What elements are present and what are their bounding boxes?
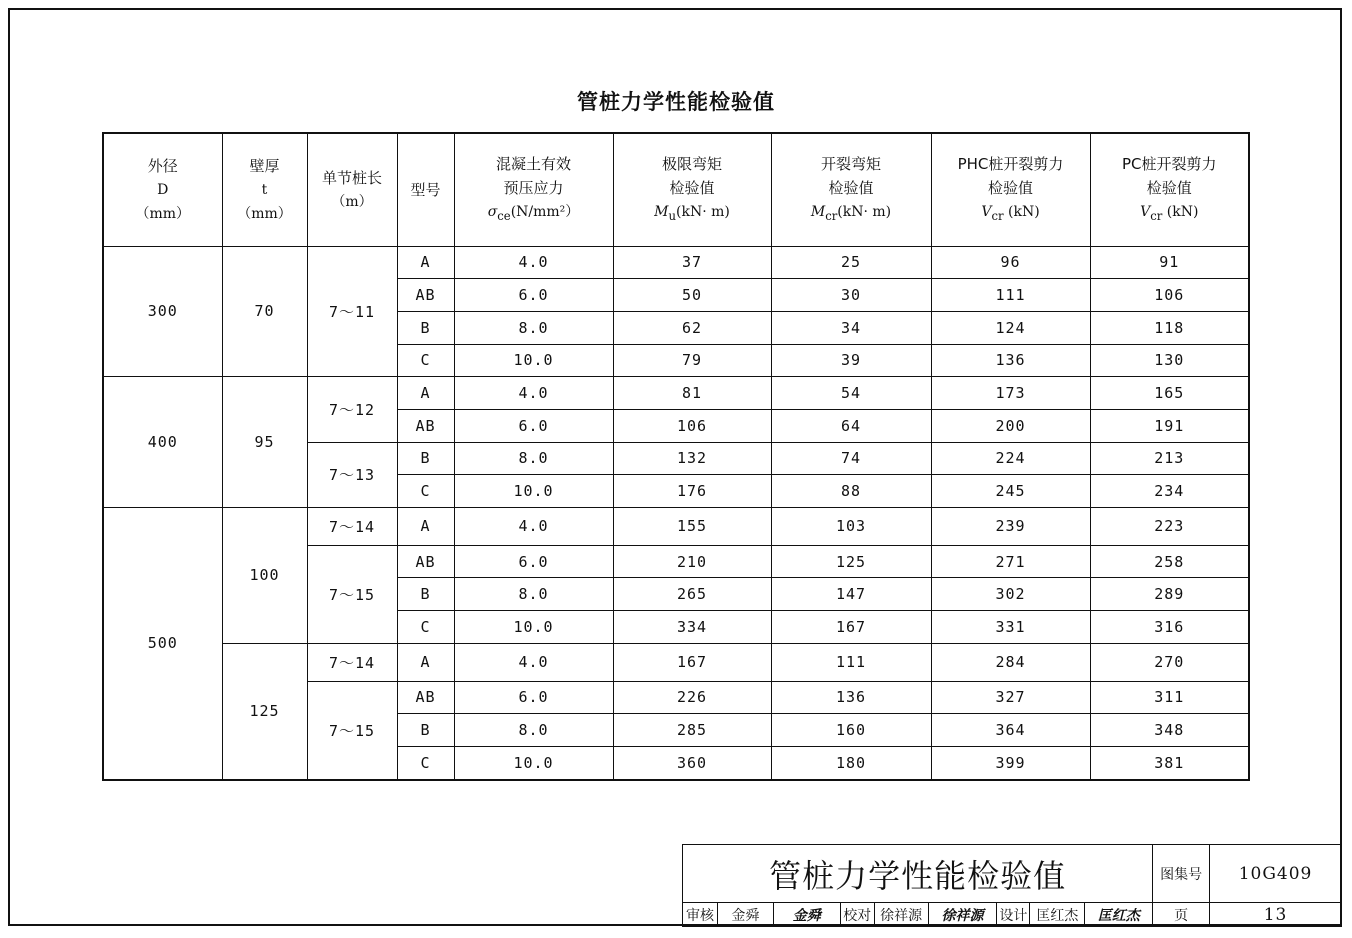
table-row bbox=[103, 246, 1249, 279]
type-cell: B bbox=[397, 311, 454, 344]
mcr-cell: 34 bbox=[771, 311, 931, 344]
mcr-cell: 54 bbox=[771, 377, 931, 410]
header-type: 型号 bbox=[397, 133, 454, 246]
type-cell: A bbox=[397, 377, 454, 410]
phc-cell: 399 bbox=[931, 746, 1090, 780]
pc-cell: 311 bbox=[1090, 681, 1249, 714]
phc-cell: 364 bbox=[931, 714, 1090, 747]
phc-cell: 327 bbox=[931, 681, 1090, 714]
type-cell: AB bbox=[397, 279, 454, 312]
atlas-label: 图集号 bbox=[1153, 845, 1210, 903]
type-cell: C bbox=[397, 344, 454, 377]
thickness-cell: 100 bbox=[222, 507, 307, 643]
mcr-cell: 103 bbox=[771, 507, 931, 545]
phc-cell: 136 bbox=[931, 344, 1090, 377]
prestress-cell: 8.0 bbox=[454, 714, 613, 747]
phc-cell: 224 bbox=[931, 442, 1090, 475]
mu-cell: 210 bbox=[613, 545, 771, 578]
pc-cell: 191 bbox=[1090, 409, 1249, 442]
page-number: 13 bbox=[1210, 903, 1342, 927]
check-label: 校对 bbox=[840, 903, 874, 927]
type-cell: AB bbox=[397, 681, 454, 714]
phc-cell: 302 bbox=[931, 578, 1090, 611]
mcr-cell: 167 bbox=[771, 611, 931, 644]
mcr-cell: 147 bbox=[771, 578, 931, 611]
prestress-cell: 10.0 bbox=[454, 475, 613, 508]
header-phc-shear: PHC桩开裂剪力 检验值 $V_{cr}$ (kN) bbox=[931, 133, 1090, 246]
header-ultimate-moment: 极限弯矩 检验值 $M_u(kN\cdot m)$ bbox=[613, 133, 771, 246]
mcr-cell: 88 bbox=[771, 475, 931, 508]
mu-cell: 360 bbox=[613, 746, 771, 780]
phc-cell: 331 bbox=[931, 611, 1090, 644]
pc-cell: 258 bbox=[1090, 545, 1249, 578]
mcr-cell: 180 bbox=[771, 746, 931, 780]
prestress-cell: 10.0 bbox=[454, 344, 613, 377]
checker-signature: 徐祥源 bbox=[928, 903, 997, 927]
prestress-cell: 8.0 bbox=[454, 311, 613, 344]
prestress-cell: 10.0 bbox=[454, 611, 613, 644]
diameter-cell: 400 bbox=[103, 377, 222, 508]
type-cell: C bbox=[397, 611, 454, 644]
header-cracking-moment: 开裂弯矩 检验值 $M_{cr}(kN\cdot m)$ bbox=[771, 133, 931, 246]
pc-cell: 316 bbox=[1090, 611, 1249, 644]
prestress-cell: 4.0 bbox=[454, 507, 613, 545]
diameter-cell: 500 bbox=[103, 507, 222, 780]
mu-cell: 285 bbox=[613, 714, 771, 747]
pc-cell: 234 bbox=[1090, 475, 1249, 508]
prestress-cell: 8.0 bbox=[454, 442, 613, 475]
mcr-cell: 160 bbox=[771, 714, 931, 747]
mcr-cell: 25 bbox=[771, 246, 931, 279]
mu-cell: 106 bbox=[613, 409, 771, 442]
pc-cell: 381 bbox=[1090, 746, 1249, 780]
pc-cell: 165 bbox=[1090, 377, 1249, 410]
mu-cell: 265 bbox=[613, 578, 771, 611]
mu-cell: 176 bbox=[613, 475, 771, 508]
phc-cell: 111 bbox=[931, 279, 1090, 312]
prestress-cell: 4.0 bbox=[454, 643, 613, 681]
mcr-cell: 39 bbox=[771, 344, 931, 377]
mcr-cell: 74 bbox=[771, 442, 931, 475]
type-cell: A bbox=[397, 246, 454, 279]
mcr-cell: 64 bbox=[771, 409, 931, 442]
phc-cell: 284 bbox=[931, 643, 1090, 681]
header-outer-diameter: 外径 D （mm） bbox=[103, 133, 222, 246]
pc-cell: 270 bbox=[1090, 643, 1249, 681]
designer-signature: 匡红杰 bbox=[1085, 903, 1153, 927]
pc-cell: 348 bbox=[1090, 714, 1249, 747]
page-title: 管桩力学性能检验值 bbox=[577, 90, 775, 114]
pc-cell: 91 bbox=[1090, 246, 1249, 279]
mu-cell: 62 bbox=[613, 311, 771, 344]
mu-cell: 79 bbox=[613, 344, 771, 377]
pc-cell: 106 bbox=[1090, 279, 1249, 312]
phc-cell: 173 bbox=[931, 377, 1090, 410]
prestress-cell: 4.0 bbox=[454, 246, 613, 279]
type-cell: B bbox=[397, 578, 454, 611]
length-cell: 7～14 bbox=[307, 643, 397, 681]
length-cell: 7～12 bbox=[307, 377, 397, 442]
type-cell: C bbox=[397, 746, 454, 780]
type-cell: AB bbox=[397, 545, 454, 578]
type-cell: A bbox=[397, 507, 454, 545]
phc-cell: 200 bbox=[931, 409, 1090, 442]
prestress-cell: 8.0 bbox=[454, 578, 613, 611]
pc-cell: 213 bbox=[1090, 442, 1249, 475]
phc-cell: 96 bbox=[931, 246, 1090, 279]
table-row bbox=[103, 643, 1249, 681]
mu-cell: 167 bbox=[613, 643, 771, 681]
diameter-cell: 300 bbox=[103, 246, 222, 377]
mu-cell: 81 bbox=[613, 377, 771, 410]
prestress-cell: 6.0 bbox=[454, 681, 613, 714]
length-cell: 7～15 bbox=[307, 681, 397, 780]
pc-cell: 130 bbox=[1090, 344, 1249, 377]
header-pc-shear: PC桩开裂剪力 检验值 $V_{cr}$ (kN) bbox=[1090, 133, 1249, 246]
designer-name: 匡红杰 bbox=[1030, 903, 1085, 927]
header-row bbox=[103, 133, 1249, 246]
checker-name: 徐祥源 bbox=[874, 903, 928, 927]
length-cell: 7～13 bbox=[307, 442, 397, 507]
thickness-cell: 125 bbox=[222, 643, 307, 780]
reviewer-name: 金舜 bbox=[717, 903, 773, 927]
mcr-cell: 111 bbox=[771, 643, 931, 681]
table-row bbox=[103, 377, 1249, 410]
table-row bbox=[103, 507, 1249, 545]
prestress-cell: 10.0 bbox=[454, 746, 613, 780]
length-cell: 7～15 bbox=[307, 545, 397, 643]
mu-cell: 226 bbox=[613, 681, 771, 714]
type-cell: B bbox=[397, 442, 454, 475]
prestress-cell: 6.0 bbox=[454, 545, 613, 578]
pc-cell: 118 bbox=[1090, 311, 1249, 344]
mu-cell: 50 bbox=[613, 279, 771, 312]
mu-cell: 155 bbox=[613, 507, 771, 545]
header-segment-length: 单节桩长 （m） bbox=[307, 133, 397, 246]
reviewer-signature: 金舜 bbox=[773, 903, 840, 927]
type-cell: B bbox=[397, 714, 454, 747]
type-cell: AB bbox=[397, 409, 454, 442]
type-cell: C bbox=[397, 475, 454, 508]
phc-cell: 239 bbox=[931, 507, 1090, 545]
title-block bbox=[682, 844, 1342, 927]
mcr-cell: 136 bbox=[771, 681, 931, 714]
page-label: 页 bbox=[1153, 903, 1210, 927]
type-cell: A bbox=[397, 643, 454, 681]
length-cell: 7～11 bbox=[307, 246, 397, 377]
prestress-cell: 6.0 bbox=[454, 279, 613, 312]
phc-cell: 271 bbox=[931, 545, 1090, 578]
review-label: 审核 bbox=[683, 903, 718, 927]
length-cell: 7～14 bbox=[307, 507, 397, 545]
design-label: 设计 bbox=[997, 903, 1030, 927]
pc-cell: 289 bbox=[1090, 578, 1249, 611]
thickness-cell: 95 bbox=[222, 377, 307, 508]
mcr-cell: 125 bbox=[771, 545, 931, 578]
test-values-table bbox=[102, 132, 1250, 781]
phc-cell: 245 bbox=[931, 475, 1090, 508]
mu-cell: 334 bbox=[613, 611, 771, 644]
prestress-cell: 6.0 bbox=[454, 409, 613, 442]
mu-cell: 132 bbox=[613, 442, 771, 475]
mcr-cell: 30 bbox=[771, 279, 931, 312]
phc-cell: 124 bbox=[931, 311, 1090, 344]
pc-cell: 223 bbox=[1090, 507, 1249, 545]
header-prestress: 混凝土有效 预压应力 $\sigma_{ce}(N/mm^2)$ bbox=[454, 133, 613, 246]
titleblock-title: 管桩力学性能检验值 bbox=[683, 845, 1153, 903]
atlas-number: 10G409 bbox=[1210, 845, 1342, 903]
mu-cell: 37 bbox=[613, 246, 771, 279]
thickness-cell: 70 bbox=[222, 246, 307, 377]
header-wall-thickness: 壁厚 t （mm） bbox=[222, 133, 307, 246]
prestress-cell: 4.0 bbox=[454, 377, 613, 410]
